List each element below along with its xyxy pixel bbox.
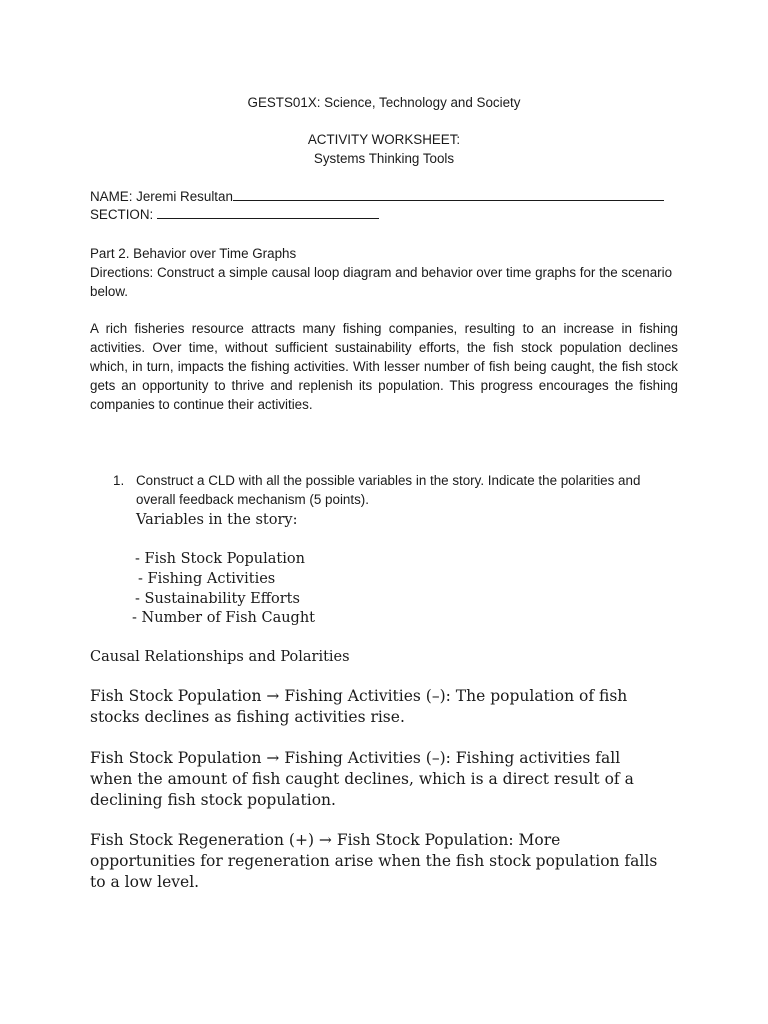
variable-item: - Fishing Activities <box>138 571 276 587</box>
activity-subtitle: Systems Thinking Tools <box>313 151 455 166</box>
section-label: SECTION: <box>90 207 154 222</box>
name-value: Jeremi Resultan <box>136 189 233 204</box>
name-field <box>90 187 690 206</box>
section-underline <box>157 206 379 219</box>
variable-item: - Fish Stock Population <box>135 551 305 567</box>
directions-text: Directions: Construct a simple causal loop diagram and behavior over time graphs for the scenario below. <box>90 265 673 299</box>
question-text: Construct a CLD with all the possible variables in the story. Indicate the polarities and overall feedback mechanism (5 points). <box>136 473 641 507</box>
scenario-paragraph: A rich fisheries resource attracts many fishing companies, resulting to an increase in fishing activities. Over time, without sufficient sustainability efforts, the fish stock population declines which, in turn, impacts the fishing activities. With lesser number of fish being caught, the fish stock gets an opportunity to thrive and replenish its population. This progress encourages the fishing companies to continue their activities. <box>90 321 678 412</box>
question-number: 1. <box>113 473 125 488</box>
part-title: Part 2. Behavior over Time Graphs <box>90 246 297 261</box>
course-title: GESTS01X: Science, Technology and Society <box>247 95 521 110</box>
name-label: NAME: <box>90 189 133 204</box>
name-underline <box>233 188 664 201</box>
relationship-item: Fish Stock Population → Fishing Activities (–): Fishing activities fall when the amount of fish caught declines, which is a direct result of a declining fish stock population. <box>90 749 634 809</box>
variables-heading: Variables in the story: <box>136 512 298 528</box>
activity-title: ACTIVITY WORKSHEET: <box>307 132 461 147</box>
relationship-item: Fish Stock Regeneration (+) → Fish Stock Population: More opportunities for regeneration arise when the fish stock population falls to a low level. <box>90 831 658 891</box>
variable-item: - Sustainability Efforts <box>135 591 300 607</box>
variable-item: - Number of Fish Caught <box>132 610 316 626</box>
section-field <box>90 205 690 224</box>
relationship-item: Fish Stock Population → Fishing Activities (–): The population of fish stocks declines as fishing activities rise. <box>90 687 628 726</box>
relationships-heading: Causal Relationships and Polarities <box>90 649 350 665</box>
